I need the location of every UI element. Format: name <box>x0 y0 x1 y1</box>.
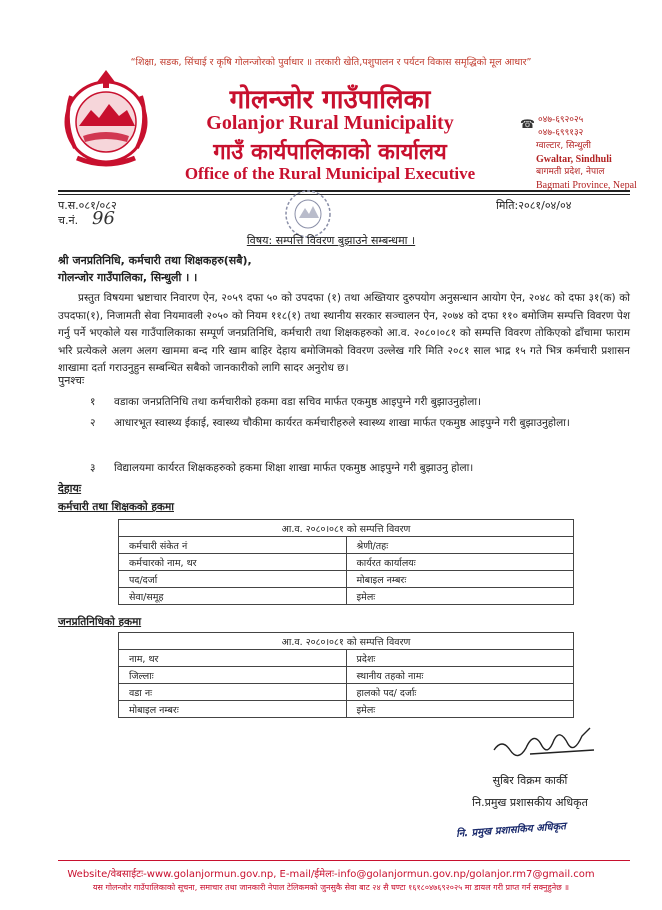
table-cell: श्रेणी/तहः <box>346 537 574 554</box>
table-cell: पद/दर्जा <box>119 571 347 588</box>
table-cell: नाम, थर <box>119 650 347 667</box>
municipality-emblem <box>57 66 155 168</box>
table-header: आ.व. २०८०।०८१ को सम्पत्ति विवरण <box>119 633 574 650</box>
address-np: ग्वाल्टार, सिन्धुली <box>536 141 591 151</box>
table-cell: मोबाइल नम्बरः <box>119 701 347 718</box>
motto: “शिक्षा, सडक, सिंचाई र कृषि गोलन्जोरको पुर्वाधार ॥ तरकारी खेति,पशुपालन र पर्यटन विकास समृद्धिको मूल आधार” <box>130 57 532 68</box>
table-cell: वडा नः <box>119 684 347 701</box>
phone-1: ०४७-६९२०२५ <box>537 115 584 125</box>
list-item-number: २ <box>90 417 96 429</box>
list-item-text: विद्यालयमा कार्यरत शिक्षकहरुको हकमा शिक्षा शाखा मार्फत एकमुष्ठ आइपुग्ने गरी बुझाउनु होला। <box>114 462 474 474</box>
address-en: Gwaltar, Sindhuli <box>536 154 612 165</box>
list-item-text: वडाका जनप्रतिनिधि तथा कर्मचारीको हकमा वडा सचिव मार्फत एकमुष्ठ आइपुग्ने गरी बुझाउनुहोला। <box>114 396 482 408</box>
table-row <box>119 571 574 588</box>
list-item <box>90 414 630 454</box>
header-rule <box>58 190 630 192</box>
contact-block <box>520 114 655 192</box>
table-cell: इमेलः <box>346 701 574 718</box>
footer-rule <box>58 860 630 861</box>
office-name-en: Office of the Rural Municipal Executive <box>184 164 476 183</box>
staff-asset-table <box>118 519 574 605</box>
signatory-name: सुबिर विक्रम कार्की <box>492 774 568 787</box>
table-row <box>119 588 574 605</box>
following-label: देहायः <box>58 482 82 495</box>
addressee-line-2: गोलन्जोर गाउँपालिका, सिन्धुली । । <box>58 271 198 284</box>
municipality-name-en: Golanjor Rural Municipality <box>206 112 454 134</box>
table-cell: स्थानीय तहको नामः <box>346 667 574 684</box>
staff-section-title: कर्मचारी तथा शिक्षकको हकमा <box>58 501 174 513</box>
table-row <box>119 667 574 684</box>
municipality-name-np: गोलन्जोर गाउँपालिका <box>229 85 431 115</box>
dispatch-number: 96 <box>92 208 115 229</box>
table-row <box>119 554 574 571</box>
addressee-line-1: श्री जनप्रतिनिधि, कर्मचारी तथा शिक्षकहरु(सबै), <box>58 254 252 267</box>
list-item-text: आधारभूत स्वास्थ्य ईकाई, स्वास्थ्य चौकीमा कार्यरत कर्मचारीहरुले स्वास्थ्य शाखा मार्फत एकमुष्ठ आइपुग्ने गरी बुझाउनुहोला। <box>114 417 570 429</box>
table-cell: हालको पद/ दर्जाः <box>346 684 574 701</box>
table-header: आ.व. २०८०।०८१ को सम्पत्ति विवरण <box>119 520 574 537</box>
letter-subject: विषय: सम्पत्ति विवरण बुझाउने सम्बन्धमा । <box>246 234 416 247</box>
table-row <box>119 701 574 718</box>
table-cell: प्रदेशः <box>346 650 574 667</box>
signatory-title: नि.प्रमुख प्रशासकीय अधिकृत <box>472 796 588 809</box>
table-row <box>119 684 574 701</box>
table-cell: कर्मचारको नाम, थर <box>119 554 347 571</box>
postscript-label: पुनश्चः <box>58 374 85 387</box>
footer-website: Website/वेबसाईटः-www.golanjormun.gov.np, E-mail/ईमेलः-info@golanjormun.gov.np/golanjor.rm7@gmail.com <box>67 869 595 880</box>
header-rule-thin <box>58 194 630 195</box>
list-item-number: १ <box>90 396 96 408</box>
list-item <box>90 393 630 413</box>
dispatch-label: च.नं. <box>58 214 79 227</box>
table-cell: कर्मचारी संकेत नं <box>119 537 347 554</box>
table-cell: मोबाइल नम्बरः <box>346 571 574 588</box>
letter-body: प्रस्तुत विषयमा भ्रष्टाचार निवारण ऐन, २०५९ दफा ५० को उपदफा (१) तथा अख्तियार दुरुपयोग अनुसन्धान आयोग ऐन, २०४८ को दफा ३१(क) को उपदफा(१), निजामती सेवा नियमावली २०५० को नियम ११८(१) तथा स्थानीय सरकार सञ्चालन ऐन, २०७४ को दफा ११० बमोजिम सम्पत्ति विवरण पेश गर्नु पर्ने भएकोले यस गाउँपालिकाका सम्पूर्ण जनप्रतिनिधि, कर्मचारी तथा शिक्षकहरुको आ.व. २०८०।०८१ को सम्पत्ति विवरण तोकिएको ढाँचामा फाराम भरि प्रत्येकले अलग अलग खाममा बन्द गरि खाम बाहिर देहाय बमोजिमको विवरण उल्लेख गरि मिति २०८१ साल भाद्र १५ गते भित्र कर्मचारी प्रशासन शाखामा दर्ता गराउनुहुन सम्बन्धित सबैको जानकारीको लागि सादर अनुरोध छ। <box>58 292 630 374</box>
office-name-np: गाउँ कार्यपालिकाको कार्यालय <box>213 140 447 165</box>
reference-number: प.स.०८१/०८२ <box>58 199 117 212</box>
province-np: बागमती प्रदेश, नेपाल <box>536 167 605 177</box>
list-item <box>90 459 630 479</box>
letter-date: मिति:२०८१/०४/०४ <box>496 199 572 212</box>
phone-icon: ☎ <box>520 117 535 131</box>
table-row <box>119 650 574 667</box>
table-row <box>119 537 574 554</box>
province-en: Bagmati Province, Nepal <box>536 180 637 191</box>
representative-section-title: जनप्रतिनिधिको हकमा <box>58 616 142 628</box>
list-item-number: ३ <box>90 462 96 474</box>
footer-note: यस गोलन्जोर गाउँपालिकाको सूचना, समाचार तथा जानकारी नेपाल टेलिकमको जुनसुकै सेवा बाट २४ सै घण्टा १६१८०४७६९२०२५ मा डायल गरी प्राप्त गर्न सक्नुहुनेछ ॥ <box>92 883 570 892</box>
table-cell: इमेलः <box>346 588 574 605</box>
signature-mark <box>490 720 600 765</box>
table-cell: सेवा/समूह <box>119 588 347 605</box>
table-cell: कार्यरत कार्यालयः <box>346 554 574 571</box>
representative-asset-table <box>118 632 574 718</box>
designation-stamp: नि. प्रमुख प्रशासकिय अधिकृत <box>455 821 567 840</box>
table-cell: जिल्लाः <box>119 667 347 684</box>
phone-2: ०४७-६९९१३२ <box>537 128 584 138</box>
